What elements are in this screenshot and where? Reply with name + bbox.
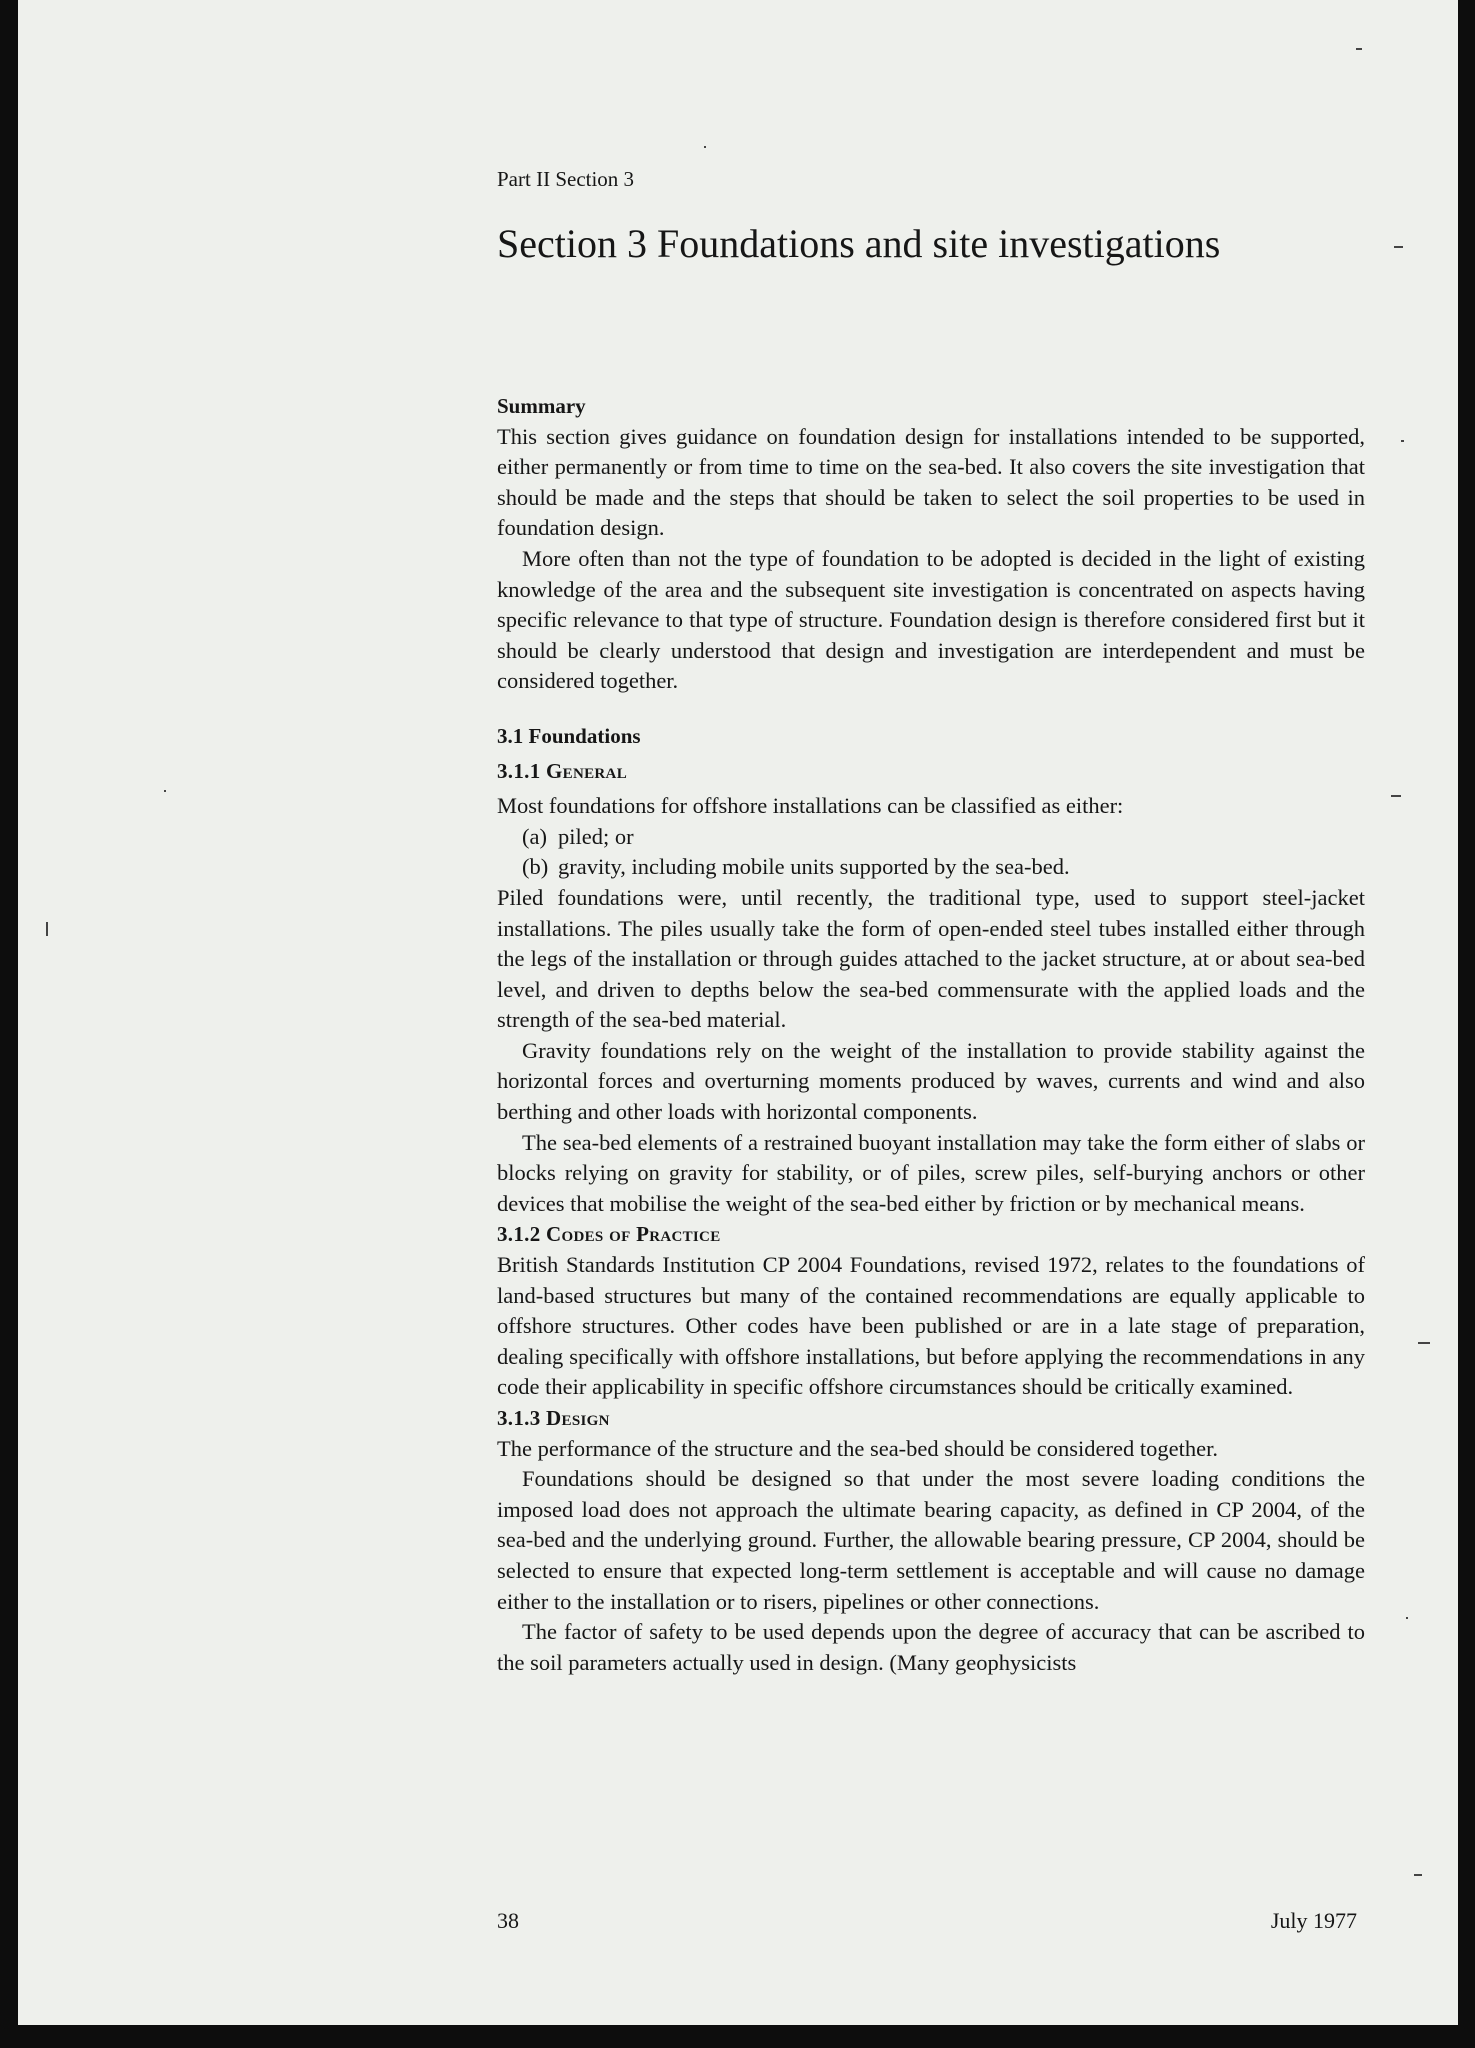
summary-paragraph-2: More often than not the type of foundation to be adopted is decided in the light of existing knowledge of the area and the subsequent site investigation is concentrated on aspects having specific relevance to that type of structure. Foundation design is therefore considered first but it should be clearly understood that design and investigation are interdependent and must be considered together. [497, 545, 1365, 694]
list-text: gravity, including mobile units supported by the sea-bed. [558, 854, 1070, 880]
design-paragraph-3: The factor of safety to be used depends upon the degree of accuracy that can be ascribed to the soil parameters actually used in design. (Many geophysicists [497, 1619, 1365, 1675]
buoyant-paragraph: The sea-bed elements of a restrained buoyant installation may take the form either of slabs or blocks relying on gravity for stability, or of piles, screw piles, self-burying anchors or other devices that mobilise the weight of the sea-bed either by friction or by mechanical means. [497, 1129, 1365, 1216]
publication-date: July 1977 [1270, 1908, 1357, 1933]
body-text [497, 391, 1365, 1678]
list-marker: (b) [522, 854, 549, 880]
page-number: 38 [497, 1908, 519, 1933]
codes-subheading: 3.1.2 Codes of Practice [497, 1222, 721, 1247]
list-marker: (a) [522, 823, 547, 849]
document-page [18, 0, 1458, 2025]
list-item [497, 822, 1365, 853]
list-item [497, 852, 1365, 883]
general-intro: Most foundations for offshore installations can be classified as either: [497, 793, 1124, 819]
gravity-paragraph: Gravity foundations rely on the weight of the installation to provide stability against the horizontal forces and overturning moments produced by waves, currents and wind and also berthing and other loads with horizontal components. [497, 1037, 1365, 1125]
section-title: Section 3 Foundations and site investigations [497, 221, 1221, 266]
piled-paragraph: Piled foundations were, until recently, the traditional type, used to support steel-jacket installations. The piles usually take the form of open-ended steel tubes installed either through the legs of the installation or through guides attached to the jacket structure, at or about sea-bed level, and driven to depths below the sea-bed commensurate with the applied loads and the strength of the sea-bed material. [497, 884, 1365, 1033]
summary-heading: Summary [497, 394, 586, 418]
list-text: piled; or [558, 823, 634, 849]
design-paragraph-2: Foundations should be designed so that under the most severe loading conditions the imposed load does not approach the ultimate bearing capacity, as defined in CP 2004, of the sea-bed and the underlying ground. Further, the allowable bearing pressure, CP 2004, should be selected to ensure that expected long-term settlement is acceptable and will cause no damage either to the installation or to risers, pipelines or other connections. [497, 1466, 1365, 1614]
summary-paragraph-1: This section gives guidance on foundation design for installations intended to be supported, either permanently or from time to time on the sea-bed. It also covers the site investigation that should be made and the steps that should be taken to select the soil properties to be used in foundation design. [497, 423, 1365, 541]
general-subheading: 3.1.1 General [497, 758, 627, 783]
codes-paragraph: British Standards Institution CP 2004 Foundations, revised 1972, relates to the foundations of land-based structures but many of the contained recommendations are equally applicable to offshore structures. Other codes have been published or are in a late stage of preparation, dealing specifically with offshore installations, but before applying the recommendations in any code their applicability in specific offshore circumstances should be critically examined. [497, 1252, 1365, 1400]
design-subheading: 3.1.3 Design [497, 1406, 610, 1430]
design-paragraph-1: The performance of the structure and the sea-bed should be considered together. [497, 1435, 1218, 1461]
foundations-heading: 3.1 Foundations [497, 723, 641, 748]
part-section-label: Part II Section 3 [497, 167, 635, 191]
